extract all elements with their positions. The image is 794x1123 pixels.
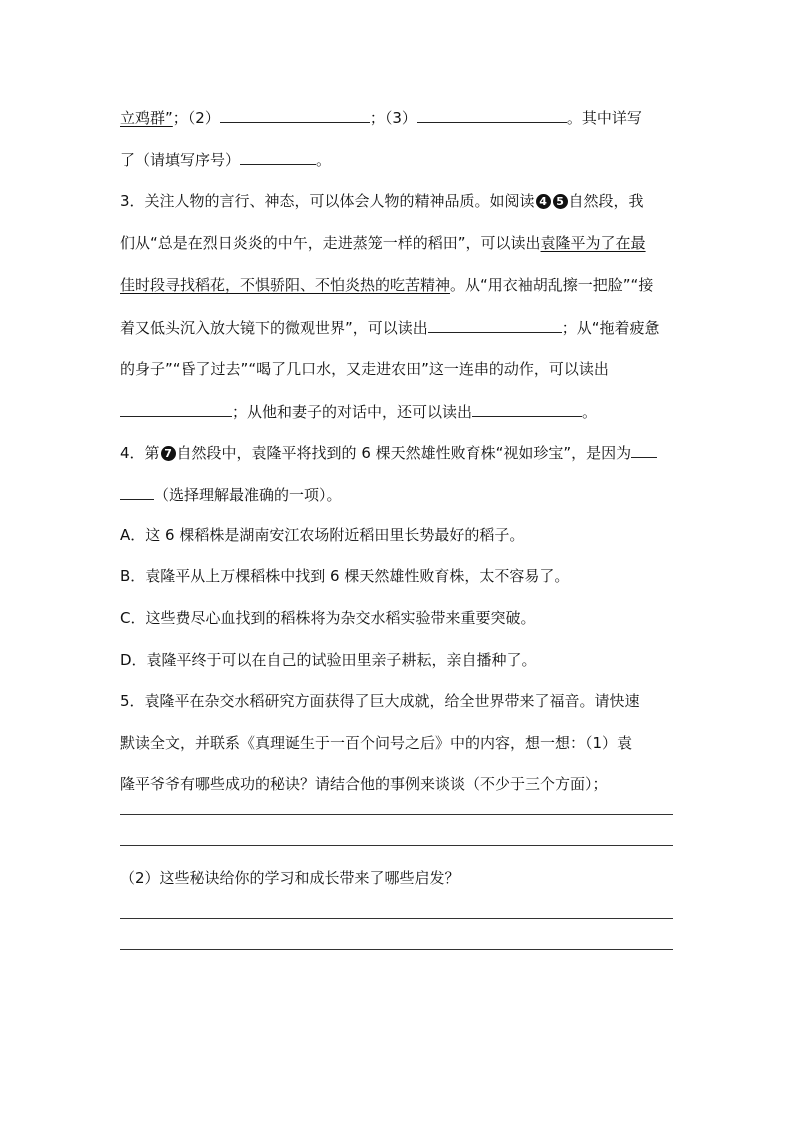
q4-text: （选择理解最准确的一项）。 [154,486,342,504]
q4-line-2 [120,482,680,506]
paragraph-4-marker: 4 [536,194,551,209]
q2-detail-text: 。其中详写 [566,109,642,127]
q3-prompt: 3．关注人物的言行、神态，可以体会人物的精神品质。如阅读 [120,192,535,210]
answer-line[interactable] [120,949,673,950]
q5-line-2: 默读全文，并联系《真理诞生于一百个问号之后》中的内容，想一想：（1）袁 [120,734,633,752]
q3-line-4 [120,315,680,339]
q3-line-2 [120,231,680,255]
q3-text: 。从“用衣袖胡乱擦一把脸”“接 [450,276,654,294]
q2-quote-end: 立鸡群” [120,109,173,127]
q4-blank-end[interactable] [120,482,154,500]
q4-option-c[interactable]: C．这些费尽心血找到的稻株将为杂交水稻实验带来重要突破。 [120,609,536,627]
answer-line[interactable] [120,845,673,846]
q4-line-1 [120,440,680,464]
paragraph-7-marker: 7 [161,446,176,461]
q5-line-1: 5．袁隆平在杂交水稻研究方面获得了巨大成就，给全世界带来了福音。请快速 [120,692,640,710]
q3-text: 着又低头沉入放大镜下的微观世界”，可以读出 [120,319,428,337]
q2-line-2 [120,147,680,171]
q3-text: 们从“总是在烈日炎炎的中午，走进蒸笼一样的稻田”，可以读出 [120,234,541,252]
q2-blank-3[interactable] [417,105,567,123]
q3-line-3 [120,273,680,297]
q3-text: ；从“拖着疲惫 [561,319,660,337]
q3-period: 。 [582,403,598,421]
q5-line-3: 隆平爷爷有哪些成功的秘诀？请结合他的事例来谈谈（不少于三个方面）； [120,775,608,793]
q3-line-1 [120,189,680,213]
q4-blank-start[interactable] [631,440,657,458]
q3-line-5 [120,357,680,381]
q2-blank-2[interactable] [220,105,370,123]
q2-period: 。 [316,151,332,169]
q2-label-3: ；（3） [369,109,417,127]
q3-blank-3[interactable] [472,399,582,417]
q3-example-answer-cont: 佳时段寻找稻花，不惧骄阳、不怕炎热的吃苦精神 [120,276,451,294]
q3-line-6 [120,399,680,423]
q3-blank-1[interactable] [428,315,562,333]
q3-blank-2[interactable] [120,399,232,417]
q2-sequence-prompt: 了（请填写序号） [120,151,241,169]
q4-option-d[interactable]: D．袁隆平终于可以在自己的试验田里亲子耕耘，亲自播种了。 [120,651,537,669]
q3-text: ；从他和妻子的对话中，还可以读出 [232,403,473,421]
q3-text: 的身子”“昏了过去”“喝了几口水，又走进农田”这一连串的动作，可以读出 [120,360,609,378]
q5-subquestion-2: （2）这些秘诀给你的学习和成长带来了哪些启发？ [120,869,460,887]
q2-line-1 [120,105,680,129]
q4-option-a[interactable]: A．这 6 棵稻株是湖南安江农场附近稻田里长势最好的稻子。 [120,526,525,544]
paragraph-5-marker: 5 [553,194,568,209]
q2-label-2: ；（2） [172,109,220,127]
q3-example-answer: 袁隆平为了在最 [540,234,646,252]
q2-blank-sequence[interactable] [240,147,316,165]
answer-line[interactable] [120,814,673,815]
q4-option-b[interactable]: B．袁隆平从上万棵稻株中找到 6 棵天然雄性败育株，太不容易了。 [120,567,570,585]
answer-line[interactable] [120,918,673,919]
q4-text: 自然段中，袁隆平将找到的 6 棵天然雄性败育株“视如珍宝”，是因为 [176,444,632,462]
q4-prompt: 4．第 [120,444,160,462]
q3-text: 自然段，我 [568,192,644,210]
